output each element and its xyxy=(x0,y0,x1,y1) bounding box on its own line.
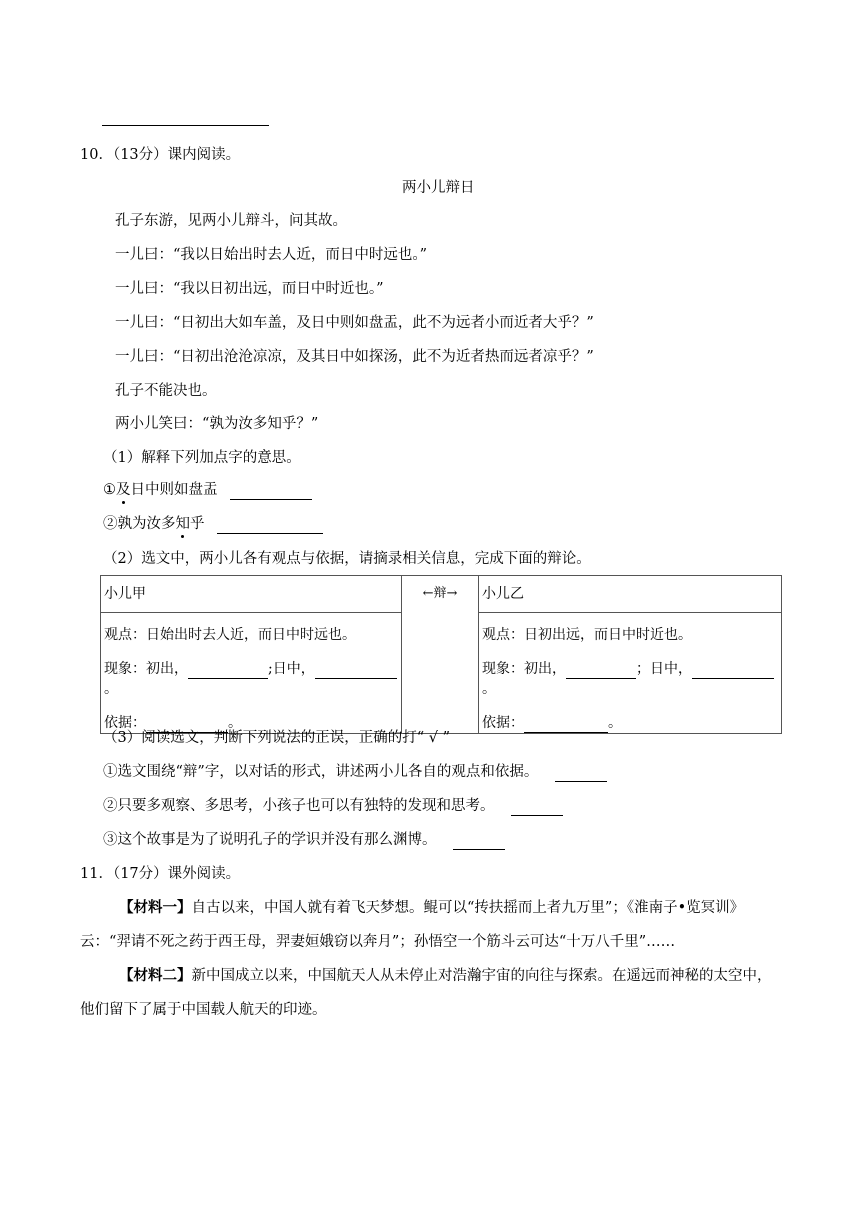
passage-line-5: 一儿曰：“日初出沧沧凉凉，及其日中如探汤，此不为近者热而远者凉乎？” xyxy=(115,349,594,365)
passage-line-7: 两小儿笑曰：“孰为汝多知乎？” xyxy=(115,416,319,432)
q10-header: 10．（13分）课内阅读。 xyxy=(80,147,241,163)
answer-blank[interactable] xyxy=(566,663,636,679)
dotted-char: 知 xyxy=(175,516,190,532)
passage-line-1: 孔子东游，见两小儿辩斗，问其故。 xyxy=(115,213,347,229)
q10-part1-item2: ②孰为汝多知乎 xyxy=(103,514,323,534)
answer-blank[interactable] xyxy=(692,663,774,679)
answer-line-top xyxy=(102,125,269,126)
answer-blank[interactable] xyxy=(188,663,268,679)
q10-part3-prompt: （3）阅读选文，判断下列说法的正误，正确的打“ √ ” xyxy=(103,730,451,746)
answer-blank[interactable] xyxy=(230,484,312,500)
material-2-line-2: 他们留下了属于中国载人航天的印迹。 xyxy=(80,1002,327,1018)
child-a-header: 小儿甲 xyxy=(101,576,402,613)
child-b-phenomenon: 现象：初出， ；日中，。 xyxy=(482,659,778,699)
passage-line-2: 一儿曰：“我以日始出时去人近，而日中时远也。” xyxy=(115,247,428,263)
q10-part3-item3: ③这个故事是为了说明孔子的学识并没有那么渊博。 xyxy=(103,830,505,850)
answer-blank[interactable] xyxy=(524,717,608,733)
answer-blank[interactable] xyxy=(217,518,323,534)
q10-part1-prompt: （1）解释下列加点字的意思。 xyxy=(103,450,301,466)
material-1-line-1: 【材料一】自古以来，中国人就有着飞天梦想。鲲可以“抟扶摇而上者九万里”；《淮南子•览冥训》 xyxy=(119,899,745,916)
child-a-basis: 依据： 。 xyxy=(104,715,242,731)
child-a-phenomenon: 现象：初出， ;日中，。 xyxy=(104,659,398,699)
q10-part2-prompt: （2）选文中，两小儿各有观点与依据，请摘录相关信息，完成下面的辩论。 xyxy=(103,551,591,567)
answer-blank[interactable] xyxy=(555,766,607,782)
debate-table xyxy=(100,575,782,734)
child-a-body xyxy=(101,613,402,734)
child-b-basis: 依据： 。 xyxy=(482,715,622,731)
dotted-char: 及 xyxy=(116,482,131,498)
material-2-label: 【材料二】 xyxy=(119,967,192,984)
passage-line-4: 一儿曰：“日初出大如车盖，及日中则如盘盂，此不为远者小而近者大乎？” xyxy=(115,315,594,331)
child-b-body xyxy=(479,613,782,734)
passage-line-6: 孔子不能决也。 xyxy=(115,383,217,399)
q10-part3-item2: ②只要多观察、多思考，小孩子也可以有独特的发现和思考。 xyxy=(103,796,563,816)
material-1-label: 【材料一】 xyxy=(119,899,192,916)
debate-arrow-cell: ←辩→ xyxy=(402,576,479,734)
q10-part1-item1: ①及日中则如盘盂 xyxy=(103,480,312,500)
material-2-line-1: 【材料二】新中国成立以来，中国航天人从未停止对浩瀚宇宙的向往与探索。在遥远而神秘的太空中， xyxy=(119,967,772,984)
passage-title: 两小儿辩日 xyxy=(402,180,475,196)
q10-part3-item1: ①选文围绕“辩”字，以对话的形式，讲述两小儿各自的观点和依据。 xyxy=(103,762,607,782)
passage-line-3: 一儿曰：“我以日初出远，而日中时近也。” xyxy=(115,281,384,297)
child-a-view: 观点：日始出时去人近，而日中时远也。 xyxy=(104,627,356,643)
child-b-header: 小儿乙 xyxy=(479,576,782,613)
answer-blank[interactable] xyxy=(511,800,563,816)
answer-blank[interactable] xyxy=(453,834,505,850)
answer-blank[interactable] xyxy=(315,663,397,679)
child-b-view: 观点：日初出远，而日中时近也。 xyxy=(482,627,692,643)
material-1-line-2: 云：“羿请不死之药于西王母，羿妻姮娥窃以奔月”；孙悟空一个筋斗云可达“十万八千里”…… xyxy=(80,934,676,950)
q11-header: 11．（17分）课外阅读。 xyxy=(80,866,241,882)
